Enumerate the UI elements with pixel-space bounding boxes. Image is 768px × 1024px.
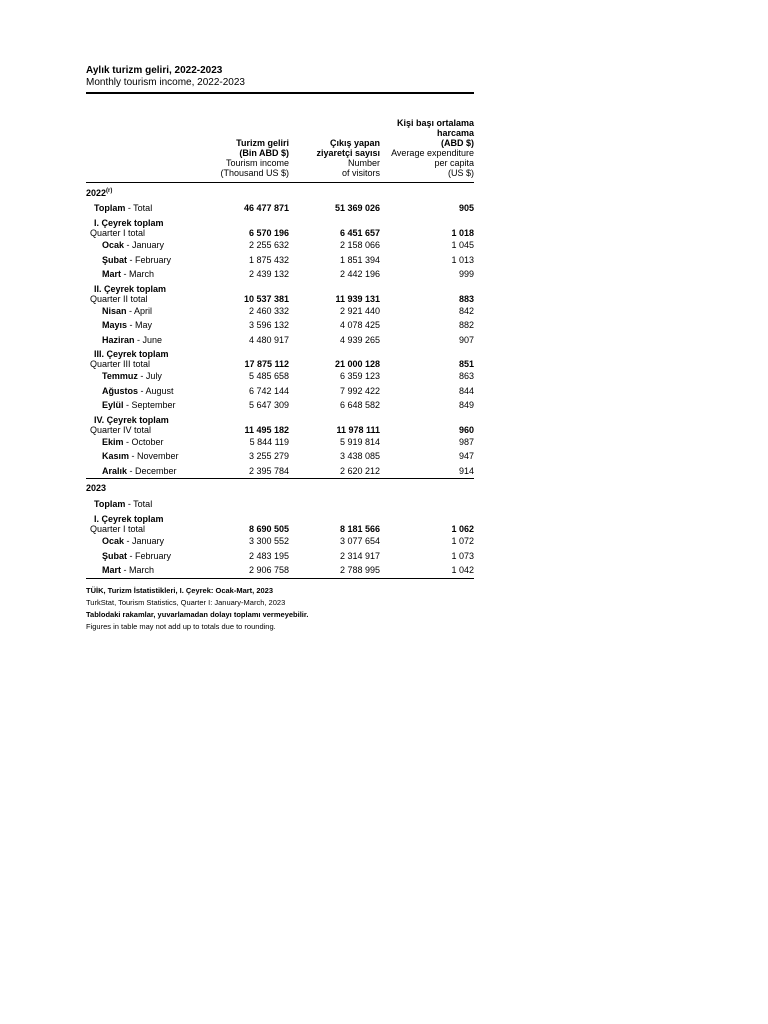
cell-visitors: 4 939 265 (339, 334, 380, 345)
quarter-label: I. Çeyrek toplam Quarter I total (90, 218, 164, 238)
cell-income: 8 690 505 (248, 524, 289, 534)
cell-visitors: 2 620 212 (339, 465, 380, 476)
cell-visitors: 2 788 995 (339, 565, 380, 576)
cell-income: 2 255 632 (248, 240, 289, 251)
cell-income: 3 255 279 (248, 451, 289, 462)
month-row (86, 253, 474, 268)
month-row (86, 318, 474, 333)
cell-avg: 1 062 (451, 524, 474, 534)
month-row (86, 384, 474, 399)
header-number-of-visitors: Çıkış yapan ziyaretçi sayısı Number of visitors (316, 138, 380, 178)
header-average-expenditure: Kişi başı ortalama harcama (ABD $) Average expenditure per capita (US $) (391, 118, 474, 178)
cell-income: 6 570 196 (248, 228, 289, 238)
quarter-total-row (86, 347, 474, 369)
cell-income: 46 477 871 (243, 203, 289, 213)
cell-income: 2 439 132 (248, 269, 289, 280)
cell-visitors: 11 978 111 (336, 424, 380, 435)
cell-visitors: 4 078 425 (339, 320, 380, 331)
bottom-rule (86, 578, 474, 579)
cell-income: 17 875 112 (244, 359, 289, 369)
cell-income: 2 460 332 (248, 305, 289, 316)
cell-visitors: 11 939 131 (335, 293, 380, 304)
row-label: Şubat - February (102, 550, 172, 561)
cell-avg: 905 (458, 203, 474, 213)
rounding-note-english: Figures in table may not add up to totals due to rounding. (86, 621, 276, 631)
month-row (86, 534, 474, 549)
cell-avg: 1 072 (451, 536, 474, 547)
month-row (86, 369, 474, 384)
month-row (86, 449, 474, 464)
cell-income: 3 596 132 (248, 320, 289, 331)
cell-avg: 1 045 (451, 240, 474, 251)
row-label: Toplam - Total (94, 499, 153, 509)
month-row (86, 549, 474, 564)
rounding-note-turkish: Tablodaki rakamlar, yuvarlamadan dolayı toplamı vermeyebilir. (86, 609, 309, 619)
cell-income: 2 483 195 (248, 550, 289, 561)
cell-income: 5 647 309 (248, 400, 289, 411)
document (86, 64, 474, 633)
cell-avg: 844 (458, 385, 474, 396)
cell-avg: 987 (458, 436, 474, 447)
cell-avg: 851 (458, 359, 474, 369)
year-label: 2022$^{(r)}$ (86, 187, 113, 198)
cell-visitors: 6 648 582 (339, 400, 380, 411)
cell-visitors: 2 158 066 (339, 240, 380, 251)
cell-avg: 1 018 (451, 228, 474, 238)
cell-visitors: 6 359 123 (339, 371, 380, 382)
cell-avg: 849 (458, 400, 474, 411)
source-turkish: TÜİK, Turizm İstatistikleri, I. Çeyrek: Ocak-Mart, 2023 (86, 585, 274, 595)
cell-income: 2 395 784 (248, 465, 289, 476)
cell-avg: 863 (458, 371, 474, 382)
cell-avg: 1 073 (451, 550, 474, 561)
quarter-total-row (86, 413, 474, 435)
quarter-label: I. Çeyrek toplam Quarter I total (90, 514, 164, 534)
cell-visitors: 7 992 422 (339, 385, 380, 396)
row-label: Temmuz - July (102, 371, 162, 382)
month-row (86, 398, 474, 413)
month-row (86, 333, 474, 348)
cell-avg: 960 (458, 424, 474, 435)
cell-income: 3 300 552 (248, 536, 289, 547)
cell-income: 5 844 119 (249, 436, 289, 447)
cell-visitors: 2 921 440 (339, 305, 380, 316)
cell-visitors: 1 851 394 (339, 254, 380, 265)
row-label: Ağustos - August (102, 385, 174, 396)
quarter-label: II. Çeyrek toplam Quarter II total (90, 283, 167, 304)
cell-income: 5 485 658 (248, 371, 289, 382)
row-label: Aralık - December (102, 465, 177, 476)
row-label: Nisan - April (102, 305, 153, 316)
quarter-total-row (86, 216, 474, 238)
row-label: Toplam - Total (94, 203, 153, 213)
total-row (86, 200, 474, 216)
quarter-label: III. Çeyrek toplam Quarter III total (90, 349, 169, 369)
row-label: Mart - March (102, 269, 155, 280)
header-row (86, 118, 474, 183)
source-english: TurkStat, Tourism Statistics, Quarter I: January-March, 2023 (86, 597, 286, 607)
cell-visitors: 21 000 128 (334, 359, 380, 369)
cell-income: 11 495 182 (244, 424, 289, 435)
row-label: Mayıs - May (102, 320, 153, 331)
year-label: 2023 (86, 482, 107, 493)
cell-visitors: 8 181 566 (339, 524, 380, 534)
quarter-label: IV. Çeyrek toplam Quarter IV total (90, 414, 169, 435)
row-label: Kasım - November (102, 451, 179, 462)
row-label: Ekim - October (102, 436, 164, 447)
cell-avg: 883 (458, 293, 474, 304)
row-label: Ocak - January (102, 240, 165, 251)
month-row (86, 238, 474, 253)
cell-avg: 1 042 (451, 565, 474, 576)
table-title-turkish: Aylık turizm geliri, 2022-2023 (86, 65, 223, 76)
table-body (86, 183, 474, 578)
cell-avg: 882 (458, 320, 474, 331)
cell-income: 10 537 381 (243, 293, 289, 304)
table-footer (86, 585, 474, 633)
cell-avg: 947 (458, 451, 474, 462)
cell-visitors: 3 438 085 (339, 451, 380, 462)
cell-income: 1 875 432 (248, 254, 289, 265)
cell-visitors: 6 451 657 (339, 228, 380, 238)
cell-avg: 999 (458, 269, 474, 280)
cell-visitors: 51 369 026 (334, 203, 380, 213)
cell-avg: 907 (458, 334, 474, 345)
cell-avg: 914 (458, 465, 474, 476)
cell-income: 6 742 144 (248, 385, 289, 396)
year-row (86, 479, 474, 496)
month-row (86, 304, 474, 319)
year-row (86, 183, 474, 200)
cell-income: 4 480 917 (248, 334, 289, 345)
row-label: Şubat - February (102, 254, 172, 265)
quarter-total-row (86, 512, 474, 534)
cell-avg: 1 013 (451, 254, 474, 265)
row-label: Mart - March (102, 565, 155, 576)
cell-income: 2 906 758 (248, 565, 289, 576)
header-tourism-income: Turizm geliri (Bin ABD $) Tourism income (Thousand US $) (220, 138, 289, 178)
month-row (86, 563, 474, 578)
cell-avg: 842 (458, 305, 474, 316)
cell-visitors: 2 314 917 (339, 550, 380, 561)
cell-visitors: 2 442 196 (339, 269, 380, 280)
month-row (86, 267, 474, 282)
quarter-total-row (86, 282, 474, 304)
month-row (86, 464, 474, 479)
cell-visitors: 3 077 654 (339, 536, 380, 547)
cell-visitors: 5 919 814 (339, 436, 380, 447)
row-label: Ocak - January (102, 536, 165, 547)
total-row (86, 496, 474, 512)
month-row (86, 435, 474, 450)
row-label: Eylül - September (102, 400, 176, 411)
tourism-income-table (86, 94, 474, 578)
row-label: Haziran - June (102, 334, 163, 345)
table-title-english: Monthly tourism income, 2022-2023 (86, 77, 245, 88)
